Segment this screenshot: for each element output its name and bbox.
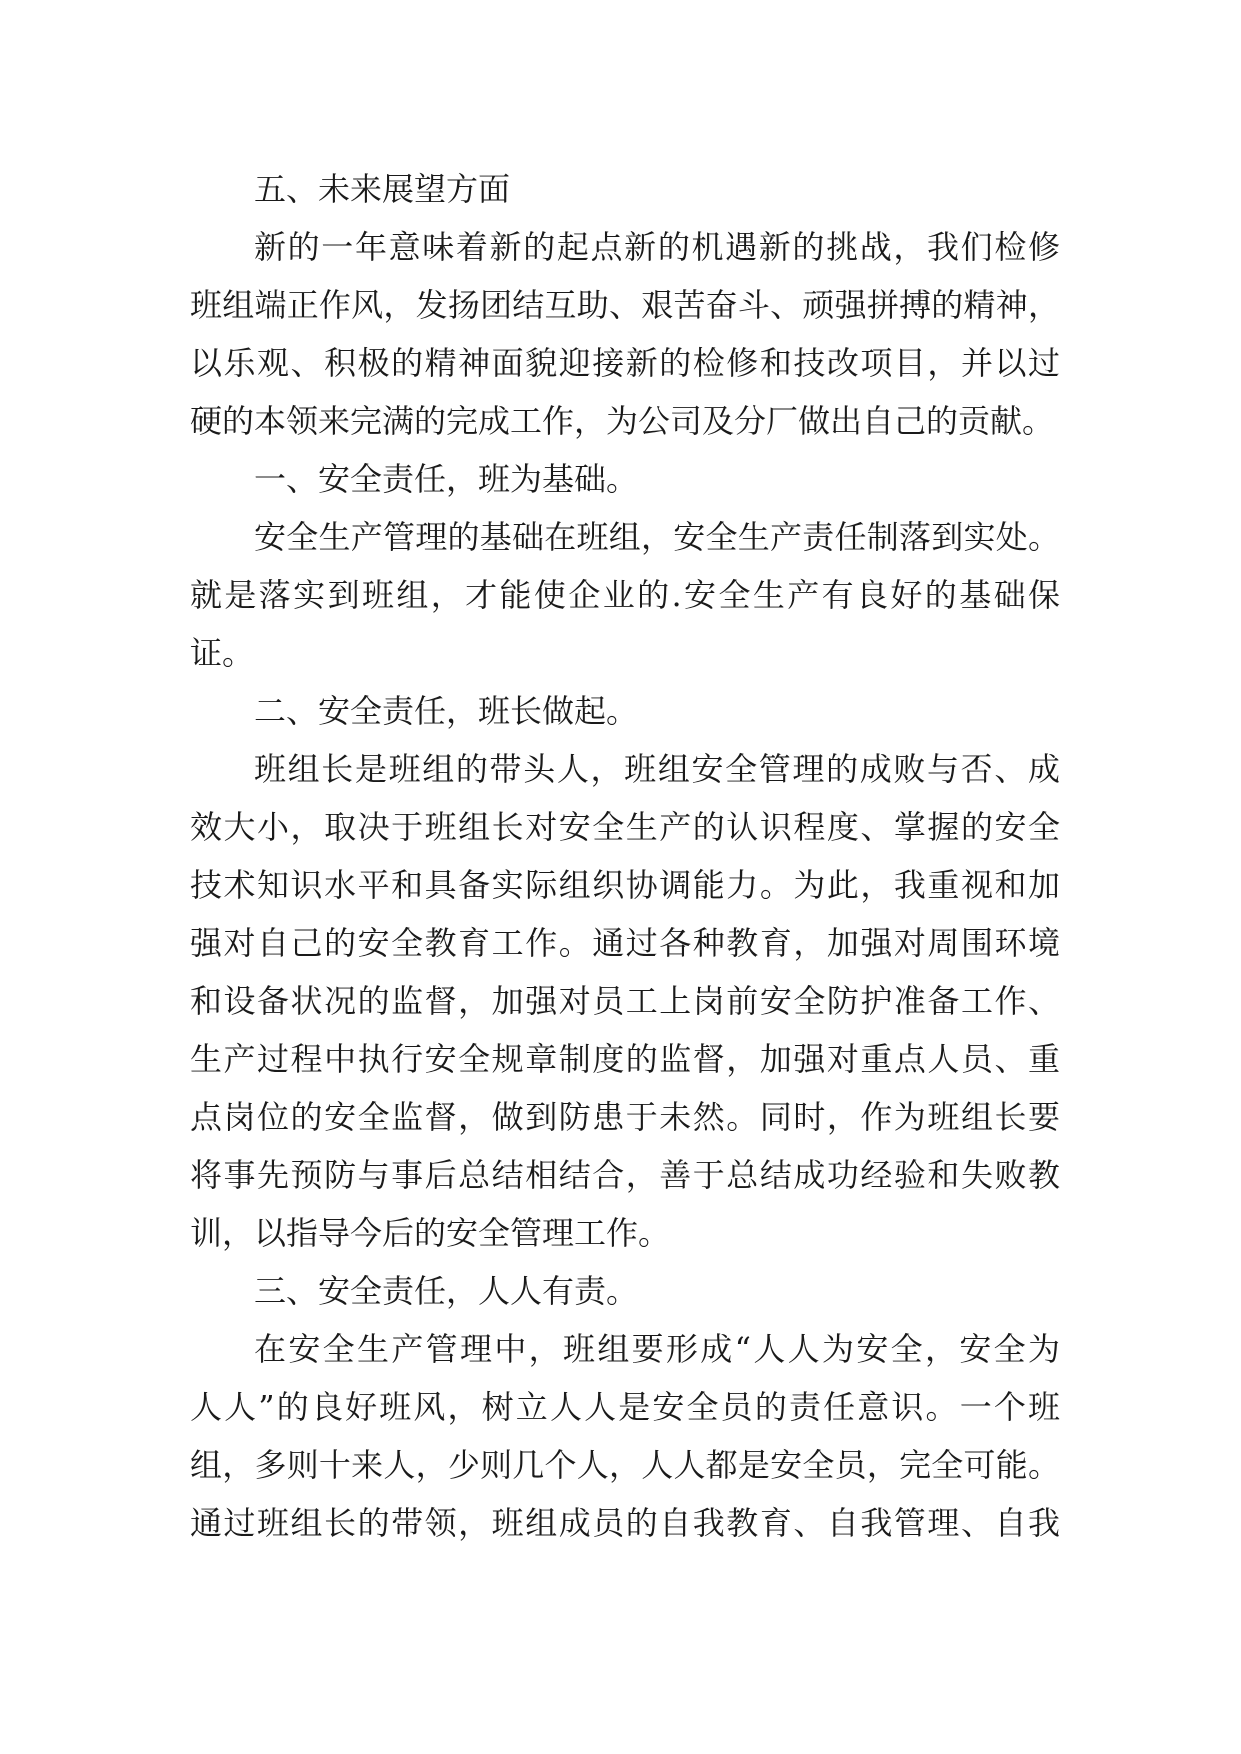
text-line: 一、安全责任，班为基础。 [254, 460, 639, 498]
text-line: 人人”的良好班风，树立人人是安全员的责任意识。一个班 [190, 1388, 1060, 1426]
text-line: 以乐观、积极的精神面貌迎接新的检修和技改项目，并以过 [190, 344, 1060, 382]
text-line: 生产过程中执行安全规章制度的监督，加强对重点人员、重 [190, 1040, 1060, 1078]
text-line: 证。 [190, 634, 255, 672]
text-line: 强对自己的安全教育工作。通过各种教育，加强对周围环境 [190, 924, 1060, 962]
text-line: 三、安全责任，人人有责。 [254, 1272, 639, 1310]
document-body [190, 160, 1060, 1552]
text-line: 点岗位的安全监督，做到防患于未然。同时，作为班组长要 [190, 1098, 1060, 1136]
text-line: 五、未来展望方面 [254, 170, 511, 208]
text-line: 和设备状况的监督，加强对员工上岗前安全防护准备工作、 [190, 982, 1060, 1020]
text-line: 组，多则十来人，少则几个人，人人都是安全员，完全可能。 [190, 1446, 1060, 1484]
text-line: 在安全生产管理中，班组要形成“人人为安全，安全为 [254, 1330, 1060, 1368]
text-line: 硬的本领来完满的完成工作，为公司及分厂做出自己的贡献。 [190, 402, 1055, 440]
text-line: 将事先预防与事后总结相结合，善于总结成功经验和失败教 [190, 1156, 1060, 1194]
text-line: 技术知识水平和具备实际组织协调能力。为此，我重视和加 [190, 866, 1060, 904]
text-line: 安全生产管理的基础在班组，安全生产责任制落到实处。 [254, 518, 1060, 556]
text-line: 就是落实到班组，才能使企业的.安全生产有良好的基础保 [190, 576, 1060, 614]
text-line: 效大小，取决于班组长对安全生产的认识程度、掌握的安全 [190, 808, 1060, 846]
text-line: 二、安全责任，班长做起。 [254, 692, 639, 730]
text-line: 通过班组长的带领，班组成员的自我教育、自我管理、自我 [190, 1504, 1060, 1542]
text-line: 班组长是班组的带头人，班组安全管理的成败与否、成 [254, 750, 1060, 788]
text-line: 新的一年意味着新的起点新的机遇新的挑战，我们检修 [254, 228, 1060, 266]
text-line: 班组端正作风，发扬团结互助、艰苦奋斗、顽强拼搏的精神， [190, 286, 1060, 324]
text-line: 训，以指导今后的安全管理工作。 [190, 1214, 671, 1252]
